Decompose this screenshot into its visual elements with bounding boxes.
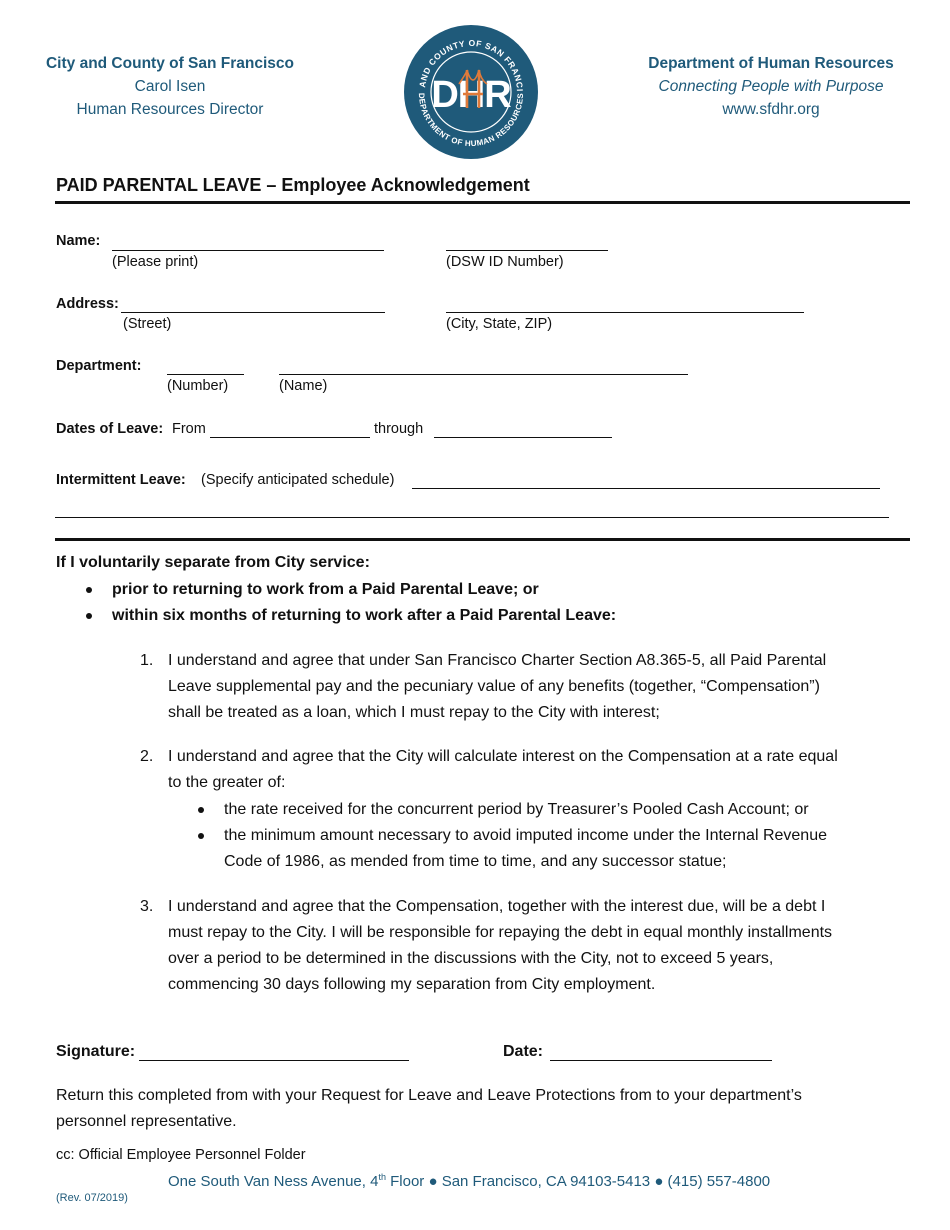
item-2-text: I understand and agree that the City will calculate interest on the Compensation at a rate equal to the greater of: xyxy=(168,748,838,791)
form-title: PAID PARENTAL LEAVE – Employee Acknowledgement xyxy=(56,175,530,195)
item-1-number: 1. xyxy=(140,652,154,669)
signature-field[interactable] xyxy=(139,1060,409,1061)
dept-number-field[interactable] xyxy=(167,374,244,375)
dates-label: Dates of Leave: xyxy=(56,421,164,437)
dept-number-sublabel: (Number) xyxy=(167,378,229,394)
seal-icon xyxy=(403,24,539,160)
revision-note: (Rev. 07/2019) xyxy=(56,1192,128,1204)
seal-logo-text: DHR xyxy=(431,74,511,116)
director-title: Human Resources Director xyxy=(76,101,264,118)
svg-text:CITY AND COUNTY OF SAN FRANCIS: AND COUNTY OF SAN FRANCI xyxy=(417,37,526,93)
title-divider xyxy=(55,201,910,204)
street-sublabel: (Street) xyxy=(123,316,172,332)
condition-bullet-2: within six months of returning to work after a Paid Parental Leave: xyxy=(112,607,617,624)
director-name: Carol Isen xyxy=(134,78,206,95)
item-1-text: I understand and agree that under San Francisco Charter Section A8.365-5, all Paid Parental Leave supplemental pay and the pecuniary value of any benefits (together, “Compensation”) shall be treated as a loan, which I must repay to the City with interest; xyxy=(168,652,827,721)
date-through-field[interactable] xyxy=(434,437,612,438)
department-name: Department of Human Resources xyxy=(648,55,894,72)
name-label: Name: xyxy=(56,233,101,249)
city-state-zip-field[interactable] xyxy=(446,312,804,313)
intermittent-schedule-field-line2[interactable] xyxy=(55,517,889,518)
date-from-field[interactable] xyxy=(210,437,370,438)
dsw-id-field[interactable] xyxy=(446,250,608,251)
name-field[interactable] xyxy=(112,250,384,251)
cc-note: cc: Official Employee Personnel Folder xyxy=(56,1147,306,1163)
city-sublabel: (City, State, ZIP) xyxy=(446,316,553,332)
bullet-icon xyxy=(198,833,204,839)
signature-label: Signature: xyxy=(56,1043,136,1060)
item-2-sub-1: the rate received for the concurrent period by Treasurer’s Pooled Cash Account; or xyxy=(224,801,809,818)
intermittent-note: (Specify anticipated schedule) xyxy=(201,472,395,488)
item-3-text: I understand and agree that the Compensation, together with the interest due, will be a debt I must repay to the City. I will be responsible for repaying the debt in equal monthly installments over a period to be determined in the discussions with the City, not to exceed 5 years, commencing 30 days following my separation from City employment. xyxy=(168,898,833,993)
bullet-icon xyxy=(198,807,204,813)
form-divider xyxy=(55,538,910,541)
dept-name-sublabel: (Name) xyxy=(279,378,328,394)
intermittent-label: Intermittent Leave: xyxy=(56,472,186,488)
address-label: Address: xyxy=(56,296,119,312)
org-name: City and County of San Francisco xyxy=(45,55,295,72)
department-tagline: Connecting People with Purpose xyxy=(658,78,884,95)
dates-from-label: From xyxy=(172,421,206,437)
dates-through-label: through xyxy=(374,421,424,437)
dept-name-field[interactable] xyxy=(279,374,688,375)
header-right xyxy=(628,52,914,121)
name-sublabel: (Please print) xyxy=(112,254,199,270)
date-label: Date: xyxy=(503,1043,544,1060)
bullet-icon xyxy=(86,587,92,593)
street-field[interactable] xyxy=(121,312,385,313)
footer-address: One South Van Ness Avenue, 4th Floor ● San Francisco, CA 94103-5413 ● (415) 557-4800 xyxy=(168,1172,771,1190)
dsw-id-sublabel: (DSW ID Number) xyxy=(446,254,564,270)
header-left xyxy=(40,52,300,121)
item-2-number: 2. xyxy=(140,748,154,765)
department-website[interactable]: www.sfdhr.org xyxy=(722,101,820,118)
item-3-number: 3. xyxy=(140,898,154,915)
signature-date-field[interactable] xyxy=(550,1060,772,1061)
item-2-sub-2: the minimum amount necessary to avoid imputed income under the Internal Revenue Code of 1986, as mended from time to time, and any successor statue; xyxy=(224,827,827,870)
intermittent-schedule-field[interactable] xyxy=(412,488,880,489)
return-instructions: Return this completed from with your Request for Leave and Leave Protections from to your department’s personnel representative. xyxy=(56,1087,802,1130)
department-label: Department: xyxy=(56,358,142,374)
svg-text:DEPARTMENT OF HUMAN RESOURCES: DEPARTMENT OF HUMAN RESOURCES xyxy=(416,92,526,149)
conditions-heading: If I voluntarily separate from City service: xyxy=(56,554,370,571)
dhr-seal-logo xyxy=(403,24,539,160)
bullet-icon xyxy=(86,613,92,619)
condition-bullet-1: prior to returning to work from a Paid Parental Leave; or xyxy=(112,581,539,598)
